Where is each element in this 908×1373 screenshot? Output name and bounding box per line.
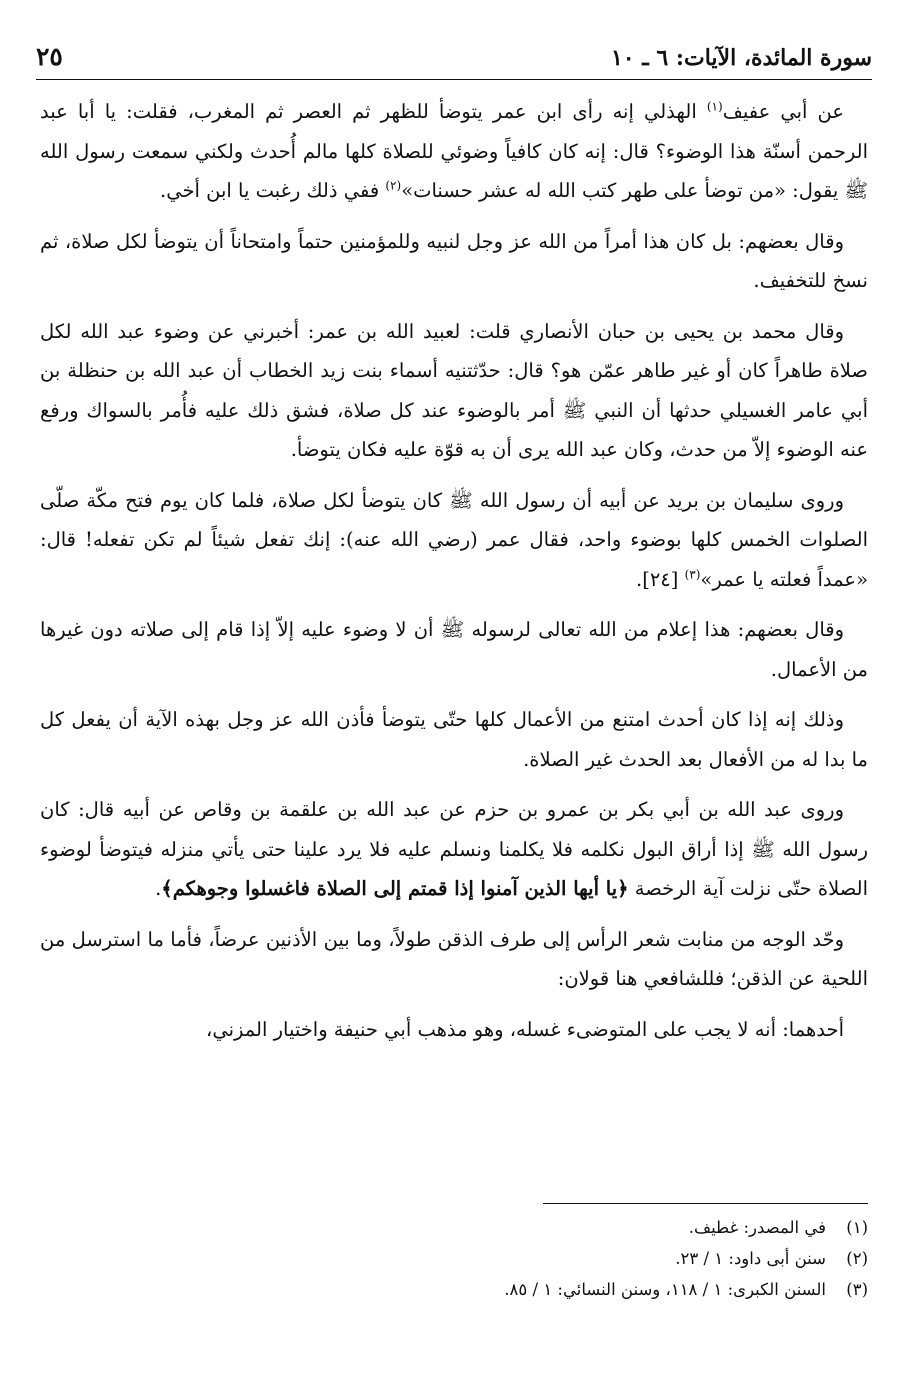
footnote-ref: (١) [706, 99, 723, 114]
paragraph-text: وحّد الوجه من منابت شعر الرأس إلى طرف الذقن طولاً، وما بين الأذنين عرضاً، فأما ما استرسل من اللحية عن الذقن؛ فللشافعي هنا قولان: [40, 927, 868, 990]
footnote-number: (١) [846, 1218, 868, 1237]
footnote-text: سنن أبى داود: ١ / ٢٣. [675, 1249, 826, 1268]
paragraph-text: أحدهما: أنه لا يجب على المتوضىء غسله، وهو مذهب أبي حنيفة واختيار المزني، [206, 1017, 844, 1041]
paragraph [40, 92, 868, 211]
paragraph [40, 222, 868, 301]
paragraph-text: الهذلي إنه رأى ابن عمر يتوضأ للظهر ثم العصر ثم المغرب، فقلت: يا أبا عبد الرحمن أسنّة هذا الوضوء؟ قال: إنه كان كافياً وضوئي للصلاة كلها مالم أُحدث ولكني سمعت رسول الله ﷺ يقول: «من توضأ على طهر كتب الله له عشر حسنات» [40, 100, 868, 202]
main-text [40, 92, 868, 1060]
paragraph [40, 920, 868, 999]
paragraph-text: وقال بعضهم: هذا إعلام من الله تعالى لرسوله ﷺ أن لا وضوء عليه إلاّ إذا قام إلى صلاته دون غيرها من الأعمال. [40, 618, 868, 681]
footnote-text: السنن الكبرى: ١ / ١١٨، وسنن النسائي: ١ / ٨٥. [504, 1280, 826, 1299]
footnote-text: في المصدر: غطيف. [688, 1218, 826, 1237]
paragraph [40, 610, 868, 689]
paragraph-text: عن أبي عفيف [722, 100, 845, 123]
paragraph-text: وروى سليمان بن بريد عن أبيه أن رسول الله ﷺ كان يتوضأ لكل صلاة، فلما كان يوم فتح مكّة صلّى الصلوات الخمس كلها بوضوء واحد، فقال عمر (رضي الله عنه): إنك تفعل شيئاً لم تكن تفعله! قال: «عمداً فعلته يا عمر» [40, 488, 868, 591]
paragraph [40, 1010, 868, 1050]
footnote-ref: (٣) [684, 567, 701, 581]
paragraph-text: . [155, 877, 162, 900]
footnotes [40, 1212, 868, 1305]
paragraph-text: وروى عبد الله بن أبي بكر بن عمرو بن حزم عن عبد الله بن علقمة بن وقاص عن أبيه قال: كان رسول الله ﷺ إذا أراق البول نكلمه فلا يكلمنا ونسلم عليه فلا يرد علينا حتى يأتي منزله فيتوضأ لوضوء الصلاة حتّى نزلت آية الرخصة [40, 798, 868, 900]
paragraph-text: [٢٤]. [636, 567, 685, 591]
running-header [36, 30, 872, 80]
chapter-title: سورة المائدة، الآيات: ٦ ـ ١٠ [610, 45, 872, 71]
paragraph-text: ففي ذلك رغبت يا ابن أخي. [160, 179, 386, 202]
paragraph-text: وقال بعضهم: بل كان هذا أمراً من الله عز وجل لنبيه وللمؤمنين حتماً وامتحاناً أن يتوضأ لكل صلاة، ثم نسخ للتخفيف. [40, 229, 868, 292]
footnote-number: (٢) [846, 1249, 868, 1268]
footnote-divider [543, 1203, 868, 1204]
paragraph [40, 700, 868, 779]
footnote [40, 1243, 868, 1274]
paragraph [40, 312, 868, 470]
footnote [40, 1212, 868, 1243]
quran-verse: ﴿يا أيها الذين آمنوا إذا قمتم إلى الصلاة فاغسلوا وجوهكم﴾ [161, 877, 629, 900]
paragraph [40, 481, 868, 600]
footnote-number: (٣) [846, 1280, 868, 1299]
paragraph [40, 790, 868, 909]
footnote-ref: (٢) [385, 178, 402, 193]
footnote [40, 1274, 868, 1305]
paragraph-text: وقال محمد بن يحيى بن حبان الأنصاري قلت: لعبيد الله بن عمر: أخبرني عن وضوء عبد الله لكل صلاة طاهراً كان أو غير طاهر عمّن هو؟ قال: حدّثتنيه أسماء بنت زيد الخطاب أن عبد الله بن حنظلة بن أبي عامر الغسيلي حدثها أن النبي ﷺ أمر بالوضوء عند كل صلاة، فشق ذلك عليه فأُمر بالسواك ورفع عنه الوضوء إلاّ من حدث، وكان عبد الله يرى أن به قوّة عليه فكان يتوضأ. [40, 319, 868, 461]
page-number: ٢٥ [36, 42, 63, 71]
paragraph-text: وذلك إنه إذا كان أحدث امتنع من الأعمال كلها حتّى يتوضأ فأذن الله عز وجل بهذه الآية أن يفعل كل ما بدا له من الأفعال بعد الحدث غير الصلاة. [40, 708, 868, 771]
